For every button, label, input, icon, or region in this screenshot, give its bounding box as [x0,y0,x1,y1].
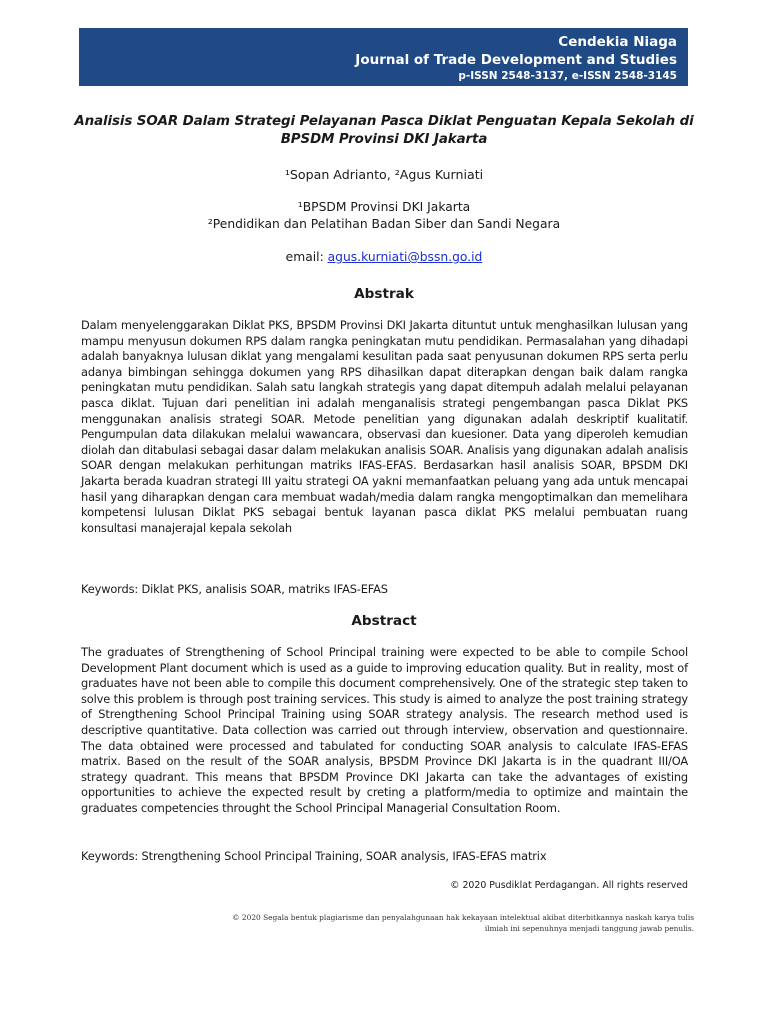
abstrak-body: Dalam menyelenggarakan Diklat PKS, BPSDM Provinsi DKI Jakarta dituntut untuk menghasilkan lulusan yang mampu menyusun dokumen RPS dalam rangka peningkatan mutu pendidikan. Permasalahan yang dihadapi adalah banyaknya lulusan diklat yang mengalami kesulitan pada saat penyusunan dokumen RPS serta perlu adanya bimbingan sehingga dokumen yang RPS dihasilkan dapat diterapkan dengan baik dalam rangka peningkatan mutu pendidikan. Salah satu langkah strategis yang dapat ditempuh adalah melalui pelayanan pasca diklat. Tujuan dari penelitian ini adalah menganalisis strategi pengembangan pasca Diklat PKS menggunakan analisis strategi SOAR. Metode penelitian yang digunakan adalah deskriptif kualitatif. Pengumpulan data dilakukan melalui wawancara, observasi dan kuesioner. Data yang diperoleh kemudian diolah dan ditabulasi sebagai dasar dalam melakukan analisis SOAR. Analisis yang digunakan adalah analisis SOAR dengan melakukan perhitungan matriks IFAS-EFAS. Berdasarkan hasil analisis SOAR, BPSDM DKI Jakarta berada kuadran strategi III yaitu strategi OA yakni memanfaatkan peluang yang ada untuk mencapai hasil yang diharapkan dengan cara membuat wadah/media dalam rangka mengoptimalkan dan memelihara kompetensi lulusan Diklat PKS sebagai bentuk layanan pasca diklat PKS melalui pembuatan ruang konsultasi manajerajal kepala sekolah [81,318,688,535]
affiliation-1: ¹BPSDM Provinsi DKI Jakarta [297,200,471,214]
abstract-body: The graduates of Strengthening of School Principal training were expected to be able to compile School Development Plant document which is used as a guide to improving education quality. But in reality, most of graduates have not been able to compile this document comprehensively. One of the strategic step taken to solve this problem is through post training services. This study is aimed to analyze the post training strategy of Strengthening School Principal Training using SOAR strategy analysis. The research method used is descriptive quantitative. Data collection was carried out through interview, observation and questionnaire. The data obtained were processed and tabulated for conducting SOAR analysis to calculate IFAS-EFAS matrix. Based on the result of the SOAR analysis, BPSDM Province DKI Jakarta is in the quadrant III/OA strategy quadrant. This means that BPSDM Province DKI Jakarta can take the advantages of existing opportunities to achieve the expected result by creting a platform/media to optimize and maintain the graduates competencies throught the School Principal Managerial Consultation Room. [81,645,688,815]
copyright-notice: © 2020 Pusdiklat Perdagangan. All rights reserved [450,880,688,891]
abstrak-keywords: Keywords: Diklat PKS, analisis SOAR, matriks IFAS-EFAS [81,582,388,596]
paper-authors: ¹Sopan Adrianto, ²Agus Kurniati [284,167,484,182]
paper-title: Analisis SOAR Dalam Strategi Pelayanan Pasca Diklat Penguatan Kepala Sekolah di BPSDM Provinsi DKI Jakarta [74,114,694,147]
plagiarism-note [220,912,694,934]
abstract-heading: Abstract [351,613,417,629]
plagiarism-note-line-1: © 2020 Segala bentuk plagiarisme dan penyalahgunaan hak kekayaan intelektual akibat diterbitkannya naskah karya tulis [232,913,694,922]
email-label: email: [285,250,328,264]
email-link[interactable]: agus.kurniati@bssn.go.id [327,250,483,264]
affiliation-2: ²Pendidikan dan Pelatihan Badan Siber dan Sandi Negara [207,217,561,231]
abstract-keywords: Keywords: Strengthening School Principal Training, SOAR analysis, IFAS-EFAS matrix [81,849,547,863]
email-line [70,249,698,265]
journal-subtitle: Journal of Trade Development and Studies [355,52,677,68]
journal-issn: p-ISSN 2548-3137, e-ISSN 2548-3145 [458,70,677,82]
journal-header-band [79,28,688,86]
journal-name: Cendekia Niaga [558,34,677,50]
abstrak-heading: Abstrak [354,286,414,302]
plagiarism-note-line-2: ilmiah ini sepenuhnya menjadi tanggung jawab penulis. [484,924,694,933]
